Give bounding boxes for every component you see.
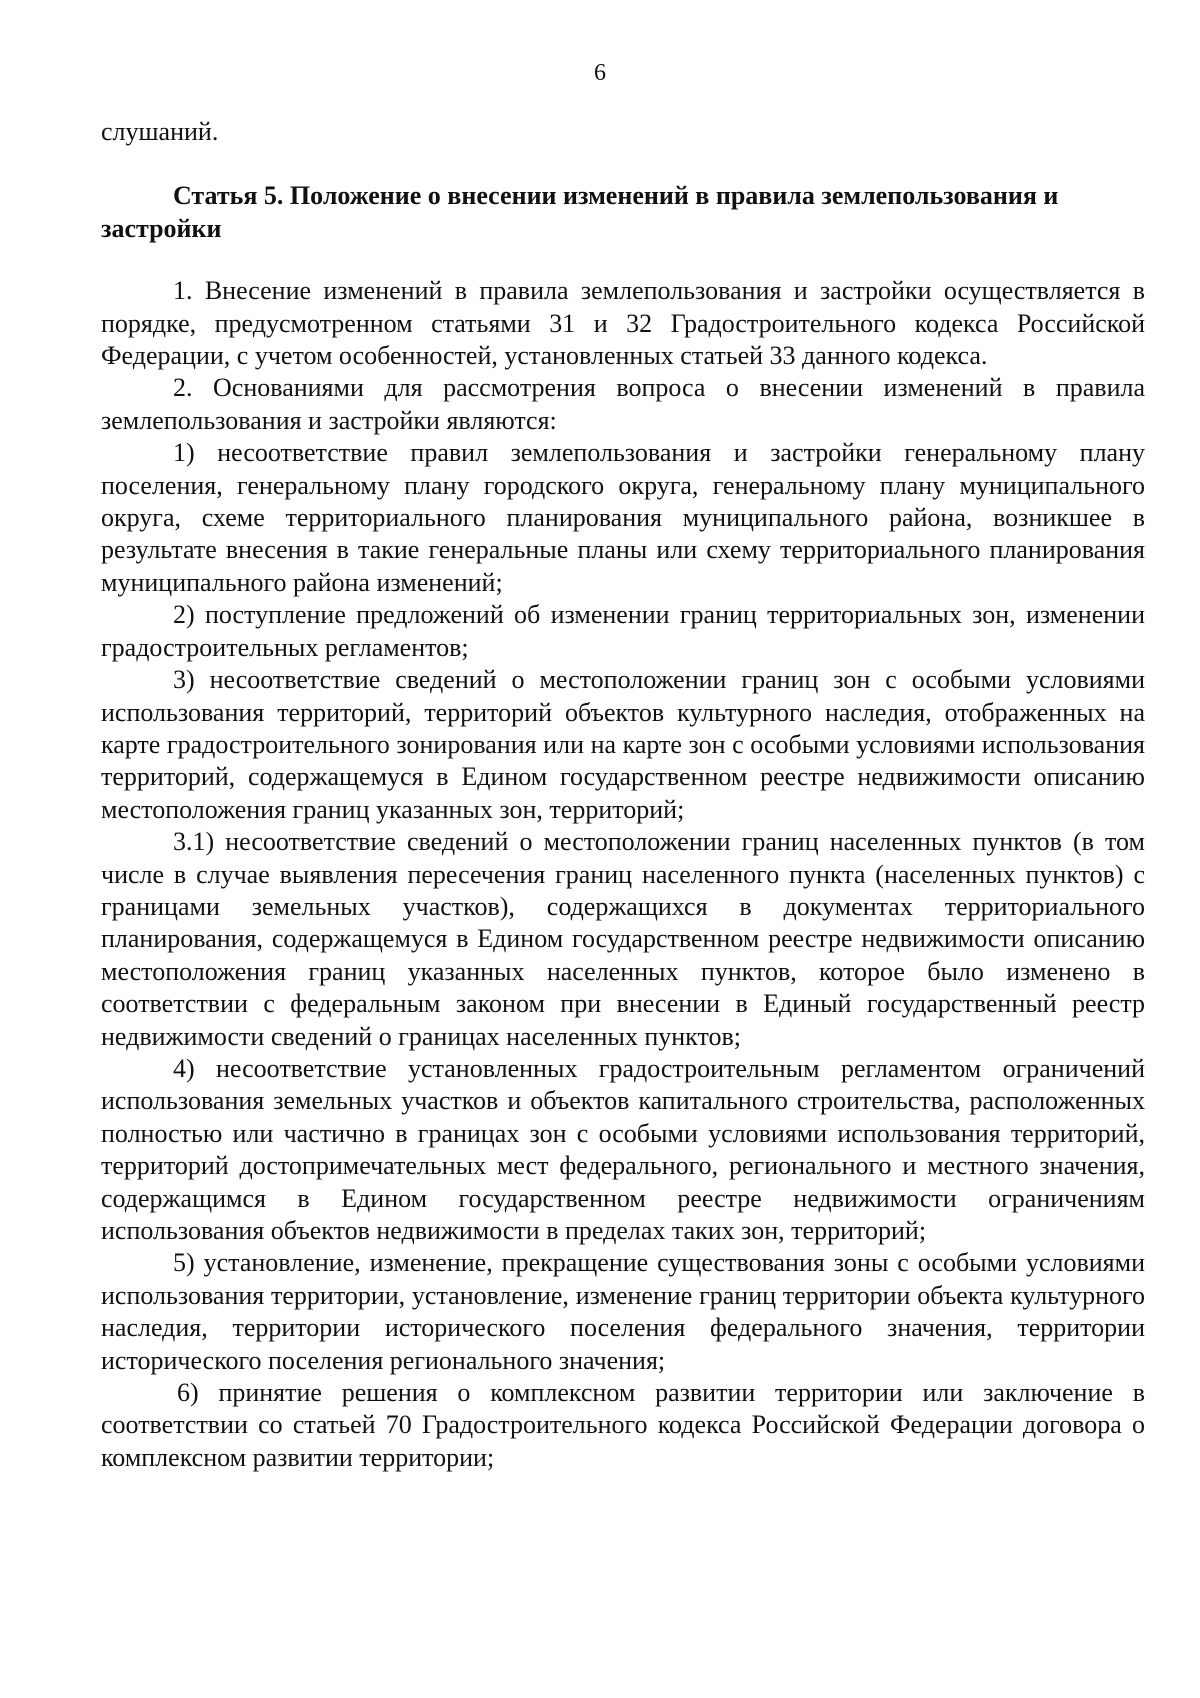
list-item-3: 3) несоответствие сведений о местоположении границ зон с особыми условиями использования территорий, территорий объектов культурного наследия, отображенных на карте градостроительного зонирования или на карте зон с особыми условиями использования территорий, содержащемуся в Едином государственном реестре недвижимости описанию местоположения границ указанных зон, территорий; xyxy=(101,665,1145,824)
paragraph-2: 2. Основаниями для рассмотрения вопроса о внесении изменений в правила землепользования и застройки являются: xyxy=(101,373,1145,435)
continuation-text: слушаний. xyxy=(101,117,219,146)
list-item-2: 2) поступление предложений об изменении границ территориальных зон, изменении градостроительных регламентов; xyxy=(101,600,1145,662)
list-item-1: 1) несоответствие правил землепользования и застройки генеральному плану поселения, генеральному плану городского округа, генеральному плану муниципального округа, схеме территориального планирования муниципального района, возникшее в результате внесения в такие генеральные планы или схему территориального планирования муниципального района изменений; xyxy=(101,438,1145,597)
article-heading: Статья 5. Положение о внесении изменений в правила землепользования и застройки xyxy=(101,181,1059,243)
document-body xyxy=(101,116,1145,1474)
list-item-5: 5) установление, изменение, прекращение существования зоны с особыми условиями использования территории, установление, изменение границ территории объекта культурного наследия, территории исторического поселения федерального значения, территории исторического поселения регионального значения; xyxy=(101,1248,1145,1375)
paragraph-1: 1. Внесение изменений в правила землепользования и застройки осуществляется в порядке, предусмотренном статьями 31 и 32 Градостроительного кодекса Российской Федерации, с учетом особенностей, установленных статьей 33 данного кодекса. xyxy=(101,276,1145,371)
page-number: 6 xyxy=(594,60,606,86)
list-item-3-1: 3.1) несоответствие сведений о местоположении границ населенных пунктов (в том числе в случае выявления пересечения границ населенного пункта (населенных пунктов) с границами земельных участков), содержащихся в документах территориального планирования, содержащемуся в Едином государственном реестре недвижимости описанию местоположения границ указанных населенных пунктов, которое было изменено в соответствии с федеральным законом при внесении в Единый государственный реестр недвижимости сведений о границах населенных пунктов; xyxy=(101,827,1145,1051)
list-item-4: 4) несоответствие установленных градостроительным регламентом ограничений использования земельных участков и объектов капитального строительства, расположенных полностью или частично в границах зон с особыми условиями использования территорий, территорий достопримечательных мест федерального, регионального и местного значения, содержащимся в Едином государственном реестре недвижимости ограничениям использования объектов недвижимости в пределах таких зон, территорий; xyxy=(101,1053,1145,1245)
list-item-6: 6) принятие решения о комплексном развитии территории или заключение в соответствии со статьей 70 Градостроительного кодекса Российской Федерации договора о комплексном развитии территории; xyxy=(101,1378,1145,1472)
